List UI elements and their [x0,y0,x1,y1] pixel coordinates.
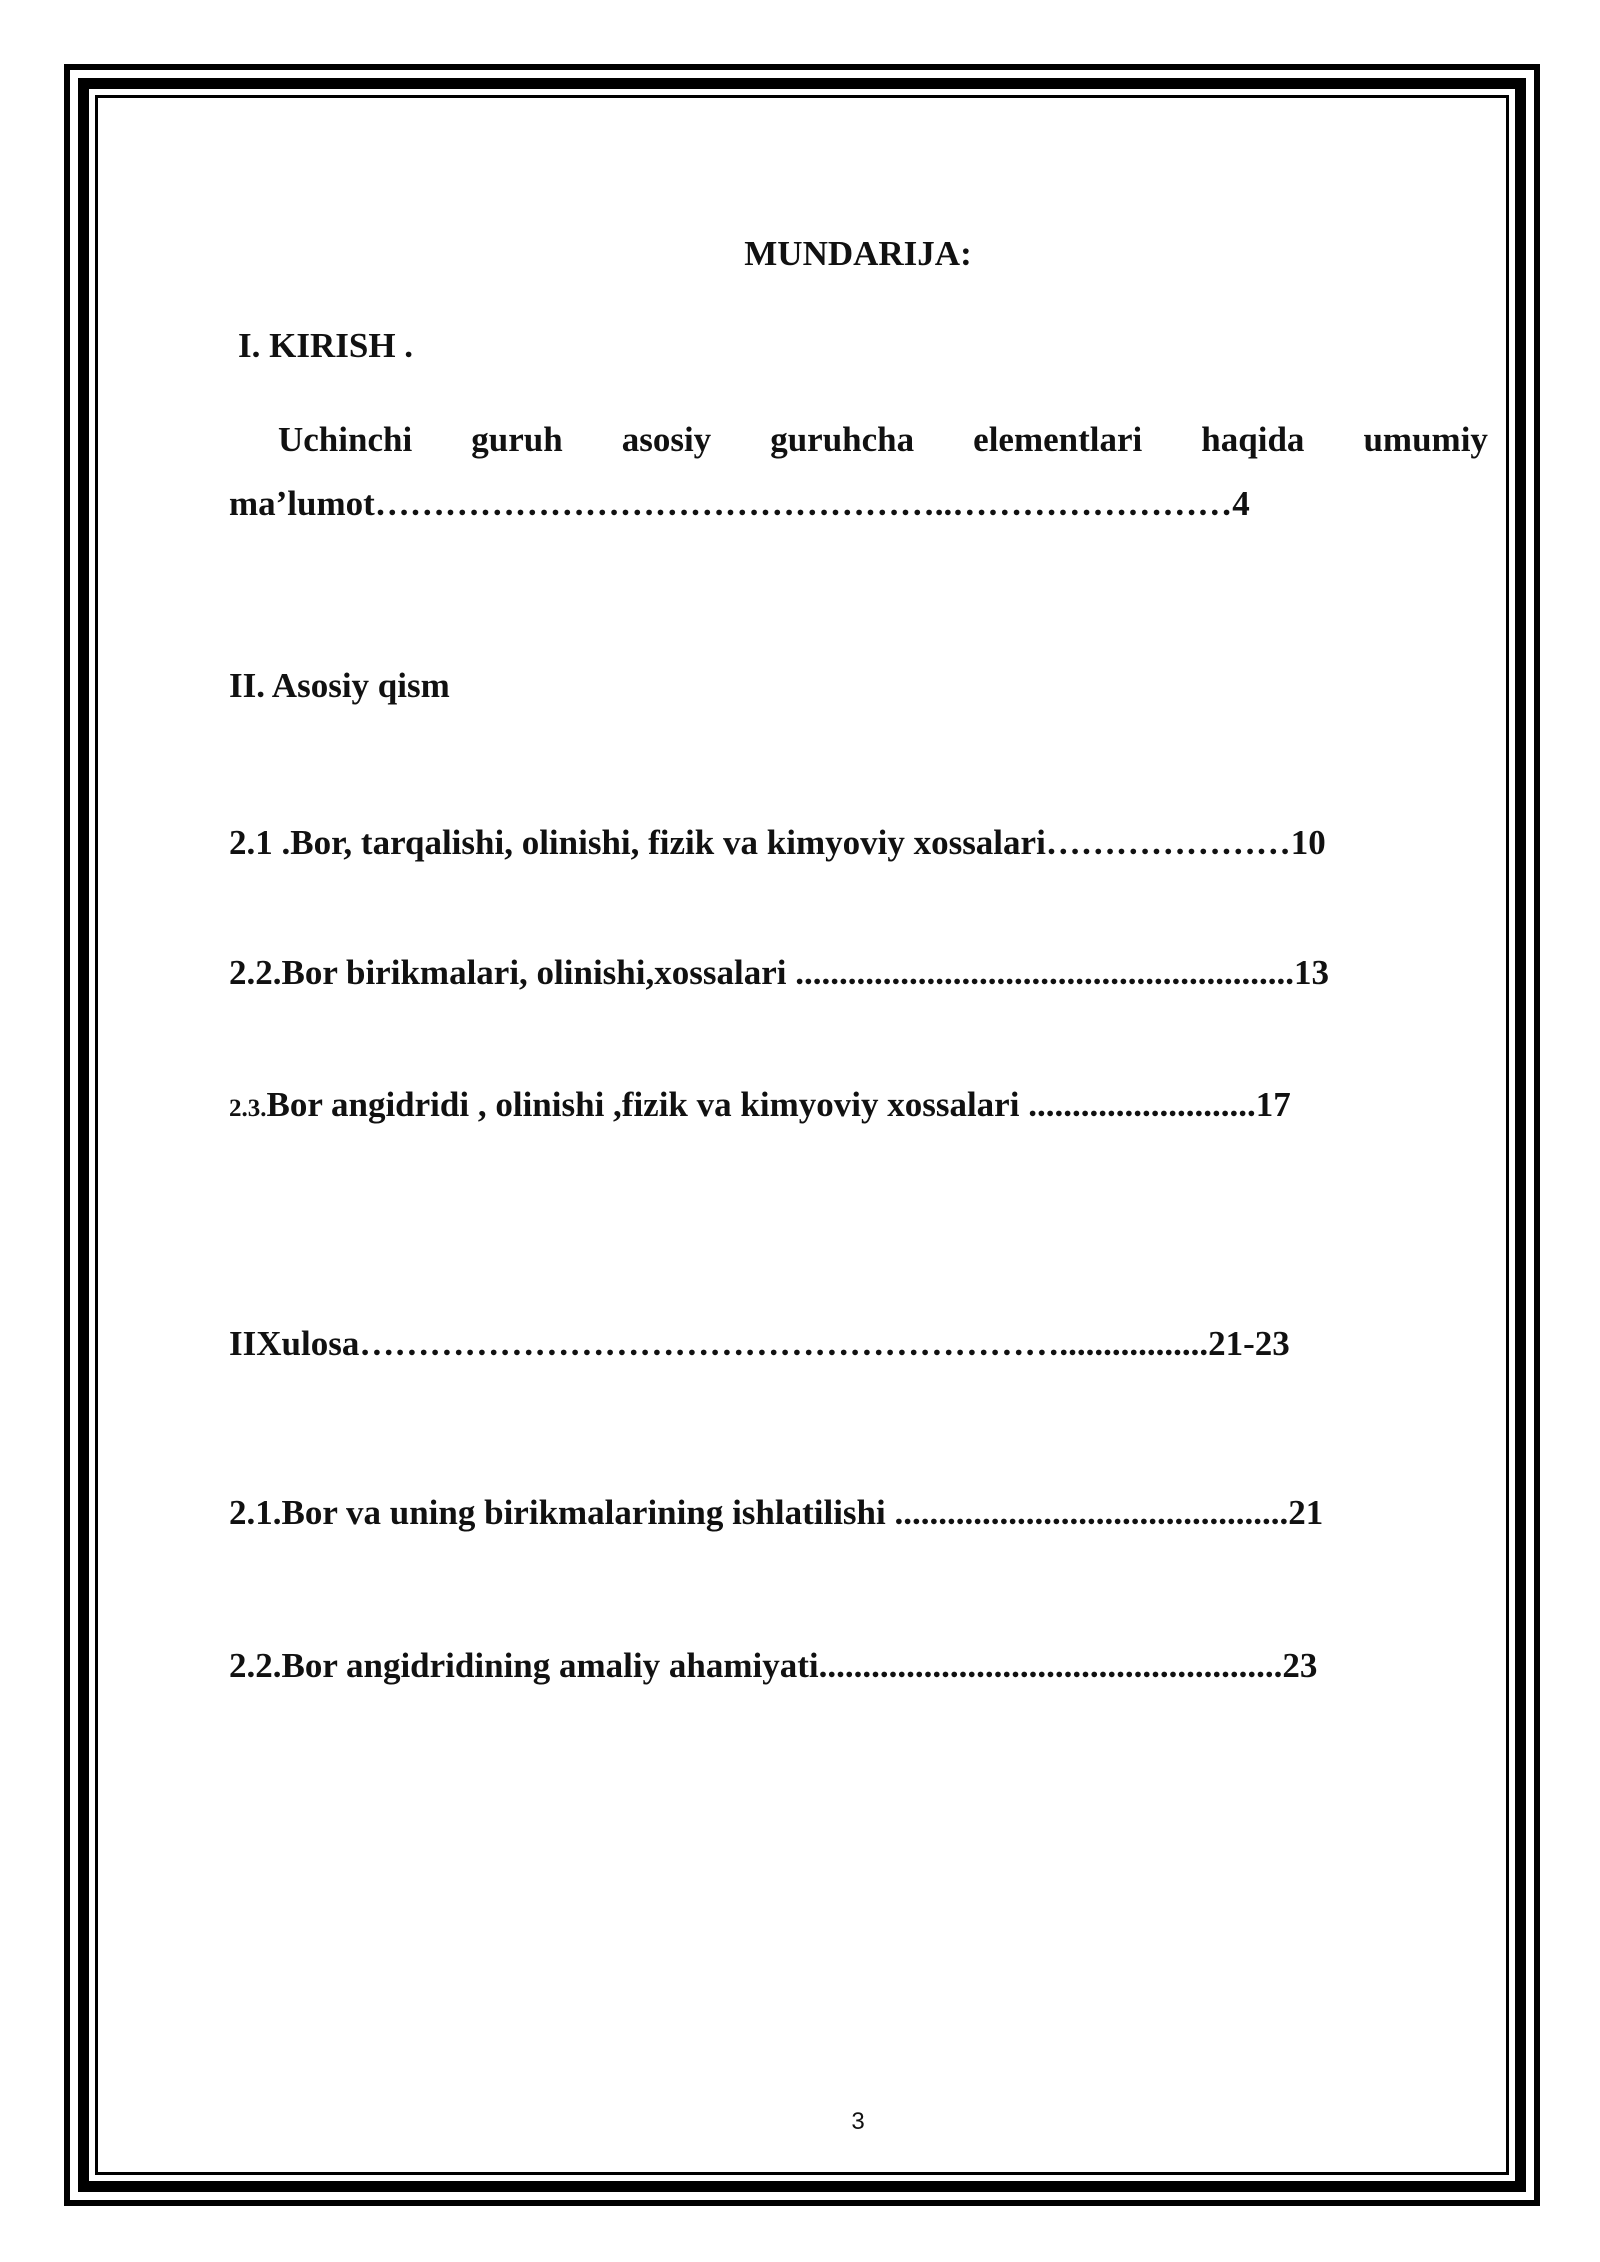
toc-entry-2-2: 2.2.Bor birikmalari, olinishi,xossalari .........................................................13 [229,953,1329,992]
toc-entry-introduction-line1 [278,422,1488,457]
intro-word: Uchinchi [278,420,413,459]
intro-word: haqida [1201,420,1305,459]
intro-word: guruhcha [770,420,915,459]
page-border-inner [95,95,1509,2175]
toc-entry-2-3-text: Bor angidridi , olinishi ,fizik va kimyoviy xossalari ..........................17 [266,1085,1291,1124]
toc-entry-conclusion-2-2: 2.2.Bor angidridining amaliy ahamiyati.....................................................23 [229,1646,1318,1685]
toc-entry-conclusion-2-1: 2.1.Bor va uning birikmalarining ishlatilishi .............................................21 [229,1493,1324,1532]
section-introduction-heading: I. KIRISH . [238,326,414,365]
intro-word: asosiy [621,420,712,459]
toc-entry-2-3-number: 2.3. [229,1095,267,1122]
intro-word: umumiy [1363,420,1488,459]
section-main-heading: II. Asosiy qism [229,666,450,705]
toc-entry-introduction-line2: ma’lumot…………………………………………..……………………4 [229,484,1250,523]
toc-entry-2-1: 2.1 .Bor, tarqalishi, olinishi, fizik va kimyoviy xossalari…………………10 [229,823,1326,862]
document-title: MUNDARIJA: [744,234,972,273]
intro-word: guruh [471,420,563,459]
toc-entry-2-3 [229,1087,1291,1122]
page-number: 3 [851,2108,865,2135]
section-conclusion-heading: IIXulosa…………………………………………………….................21-23 [229,1324,1290,1363]
intro-word: elementlari [973,420,1143,459]
